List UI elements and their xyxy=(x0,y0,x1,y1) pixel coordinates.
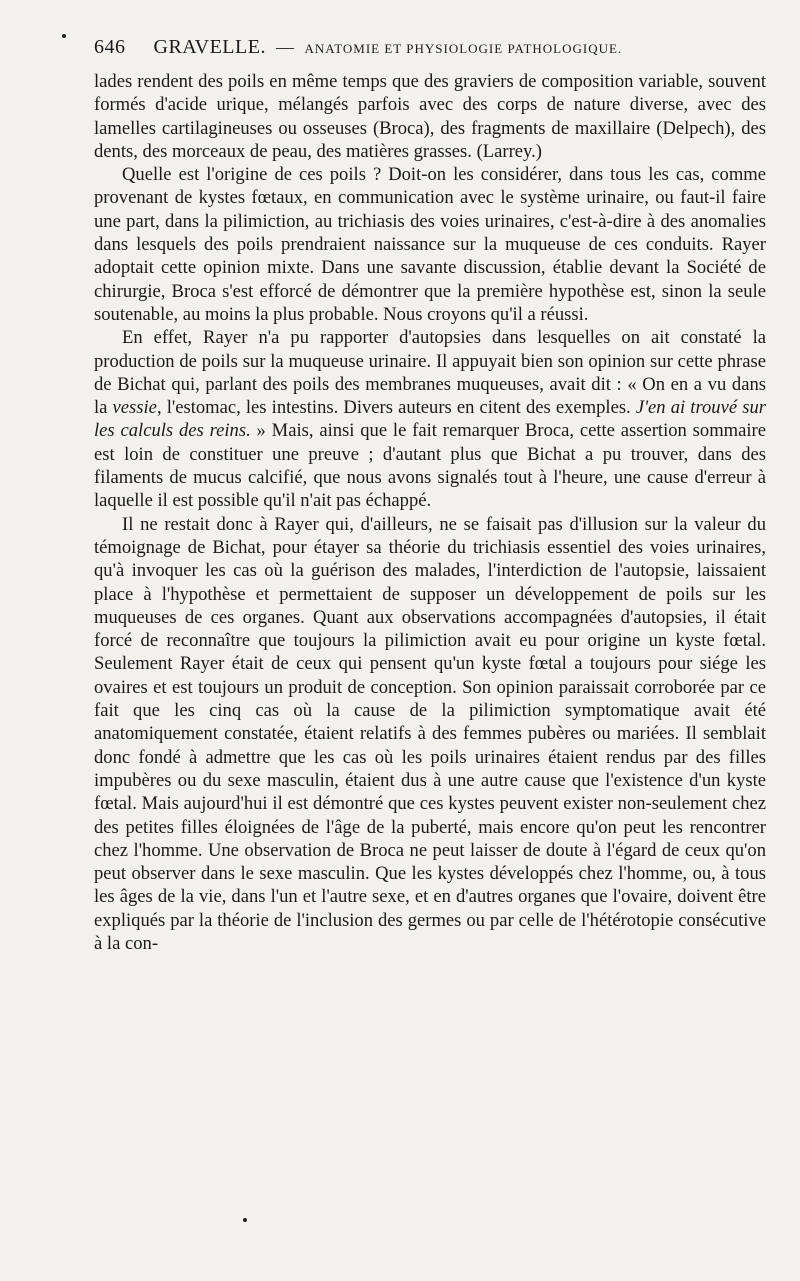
paragraph: Il ne restait donc à Rayer qui, d'ailleurs, ne se faisait pas d'illusion sur la valeur du témoignage de Bichat, pour étayer sa théorie du trichiasis essentiel des voies urinaires, qu'à invoquer les cas où la guérison des malades, l'interdiction de l'autopsie, laissaient place à l'hypothèse et permettaient de supposer un développement de poils sur les muqueuses de ces organes. Quant aux observations accompagnées d'autopsies, il était forcé de reconnaître que toujours la pilimiction avait eu pour origine un kyste fœtal. Seulement Rayer était de ceux qui pensent qu'un kyste fœtal a toujours pour siége les ovaires et est toujours un produit de conception. Son opinion paraissait corroborée par ce fait que les cinq cas où la cause de la pilimiction symptomatique avait été anatomiquement constatée, étaient relatifs à des femmes pubères ou mariées. Il semblait donc fondé à admettre que les cas où les poils urinaires étaient rendus par des filles impubères ou du sexe masculin, étaient dus à une autre cause que l'existence d'un kyste fœtal. Mais aujourd'hui il est démontré que ces kystes peuvent exister non-seulement chez des petites filles éloignées de l'âge de la puberté, mais encore qu'on peut les rencontrer chez l'homme. Une observation de Broca ne peut laisser de doute à l'égard de ceux qu'on peut observer dans le sexe masculin. Que les kystes développés chez l'homme, ou, à tous les âges de la vie, dans l'un et l'autre sexe, et en d'autres organes que l'ovaire, doivent être expliqués par la théorie de l'inclusion des germes ou par celle de l'hétérotopie consécutive à la con- xyxy=(94,513,766,954)
page-number: 646 xyxy=(94,36,126,58)
italic-text: vessie xyxy=(112,397,157,419)
ink-speck xyxy=(62,34,66,38)
ink-speck xyxy=(243,1218,247,1222)
paragraph: lades rendent des poils en même temps que des graviers de composition variable, souvent formés d'acide urique, mélangés parfois avec des corps de nature diverse, avec des lamelles cartilagineuses ou osseuses (Broca), des fragments de maxillaire (Delpech), des dents, des morceaux de peau, des matières grasses. (Larrey.) xyxy=(94,71,766,162)
paragraph-text: , l'estomac, les intestins. Divers auteurs en citent des exemples. xyxy=(156,397,636,419)
paragraph: Quelle est l'origine de ces poils ? Doit-on les considérer, dans tous les cas, comme provenant de kystes fœtaux, en communication avec le système urinaire, ou faut-il faire une part, dans la pilimiction, au trichiasis des voies urinaires, c'est-à-dire à des anomalies dans lesquels des poils prendraient naissance sur la muqueuse de ces conduits. Rayer adoptait cette opinion mixte. Dans une savante discussion, établie devant la Société de chirurgie, Broca s'est efforcé de démontrer que la première hypothèse est, sinon la seule soutenable, au moins la plus probable. Nous croyons qu'il a réussi. xyxy=(94,164,766,325)
running-title: GRAVELLE. xyxy=(153,36,266,58)
paragraph xyxy=(94,326,766,512)
running-subtitle: ANATOMIE ET PHYSIOLOGIE PATHOLOGIQUE. xyxy=(304,41,623,56)
body-text xyxy=(94,70,766,955)
running-header xyxy=(94,36,766,70)
italic-quote: J'en ai trouvé sur les calculs des reins. xyxy=(94,397,766,442)
paragraph-text: » Mais, ainsi que le fait remarquer Broca, cette assertion sommaire est loin de constituer une preuve ; d'autant plus que Bichat a pu trouver, dans des filaments de mucus calcifié, que nous avons signalés tout à l'heure, une cause d'erreur à laquelle il est possible qu'il n'ait pas échappé. xyxy=(94,420,766,512)
paragraph-text: En effet, Rayer n'a pu rapporter d'autopsies dans lesquelles on ait constaté la production de poils sur la muqueuse urinaire. Il appuyait bien son opinion sur cette phrase de Bichat qui, parlant des poils des membranes muqueuses, avait dit : « On en a vu dans la xyxy=(94,327,766,419)
header-dash: — xyxy=(275,37,295,57)
